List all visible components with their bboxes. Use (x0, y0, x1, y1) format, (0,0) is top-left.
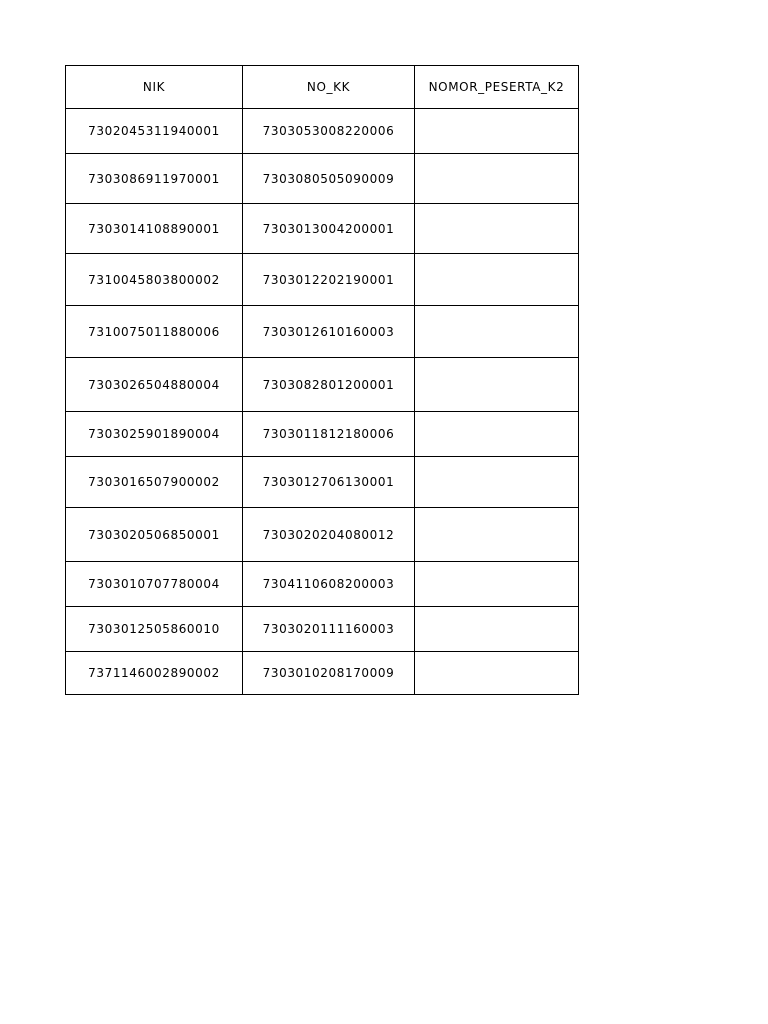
cell-nik: 7303010707780004 (66, 562, 243, 607)
cell-nik: 7303026504880004 (66, 358, 243, 412)
cell-no-kk: 7303012202190001 (243, 254, 415, 306)
table-row (66, 109, 579, 154)
table-row (66, 652, 579, 695)
cell-no-kk: 7303010208170009 (243, 652, 415, 695)
cell-nik: 7302045311940001 (66, 109, 243, 154)
table-row (66, 562, 579, 607)
table-row (66, 508, 579, 562)
cell-nik: 7303025901890004 (66, 412, 243, 457)
cell-nomor-peserta-k2 (415, 562, 579, 607)
header-nik: NIK (66, 66, 243, 109)
cell-nik: 7303016507900002 (66, 457, 243, 508)
table-row (66, 154, 579, 204)
cell-nomor-peserta-k2 (415, 306, 579, 358)
data-table (65, 65, 579, 695)
cell-nik: 7310075011880006 (66, 306, 243, 358)
table-row (66, 254, 579, 306)
cell-nik: 7303012505860010 (66, 607, 243, 652)
cell-nik: 7303020506850001 (66, 508, 243, 562)
cell-nik: 7371146002890002 (66, 652, 243, 695)
cell-no-kk: 7303011812180006 (243, 412, 415, 457)
table-row (66, 607, 579, 652)
cell-nik: 7303086911970001 (66, 154, 243, 204)
table-row (66, 412, 579, 457)
cell-no-kk: 7303012706130001 (243, 457, 415, 508)
cell-nomor-peserta-k2 (415, 254, 579, 306)
table-row (66, 204, 579, 254)
header-row (66, 66, 579, 109)
cell-no-kk: 7303020111160003 (243, 607, 415, 652)
cell-no-kk: 7303013004200001 (243, 204, 415, 254)
table-row (66, 306, 579, 358)
cell-no-kk: 7303020204080012 (243, 508, 415, 562)
table-row (66, 457, 579, 508)
cell-nomor-peserta-k2 (415, 412, 579, 457)
cell-nomor-peserta-k2 (415, 508, 579, 562)
cell-nik: 7303014108890001 (66, 204, 243, 254)
cell-nomor-peserta-k2 (415, 109, 579, 154)
header-no-kk: NO_KK (243, 66, 415, 109)
cell-nomor-peserta-k2 (415, 204, 579, 254)
cell-nomor-peserta-k2 (415, 358, 579, 412)
cell-no-kk: 7304110608200003 (243, 562, 415, 607)
table-row (66, 358, 579, 412)
cell-nomor-peserta-k2 (415, 154, 579, 204)
cell-nomor-peserta-k2 (415, 652, 579, 695)
cell-nomor-peserta-k2 (415, 457, 579, 508)
cell-no-kk: 7303053008220006 (243, 109, 415, 154)
cell-no-kk: 7303082801200001 (243, 358, 415, 412)
cell-nik: 7310045803800002 (66, 254, 243, 306)
header-nomor-peserta-k2: NOMOR_PESERTA_K2 (415, 66, 579, 109)
cell-no-kk: 7303080505090009 (243, 154, 415, 204)
cell-nomor-peserta-k2 (415, 607, 579, 652)
cell-no-kk: 7303012610160003 (243, 306, 415, 358)
